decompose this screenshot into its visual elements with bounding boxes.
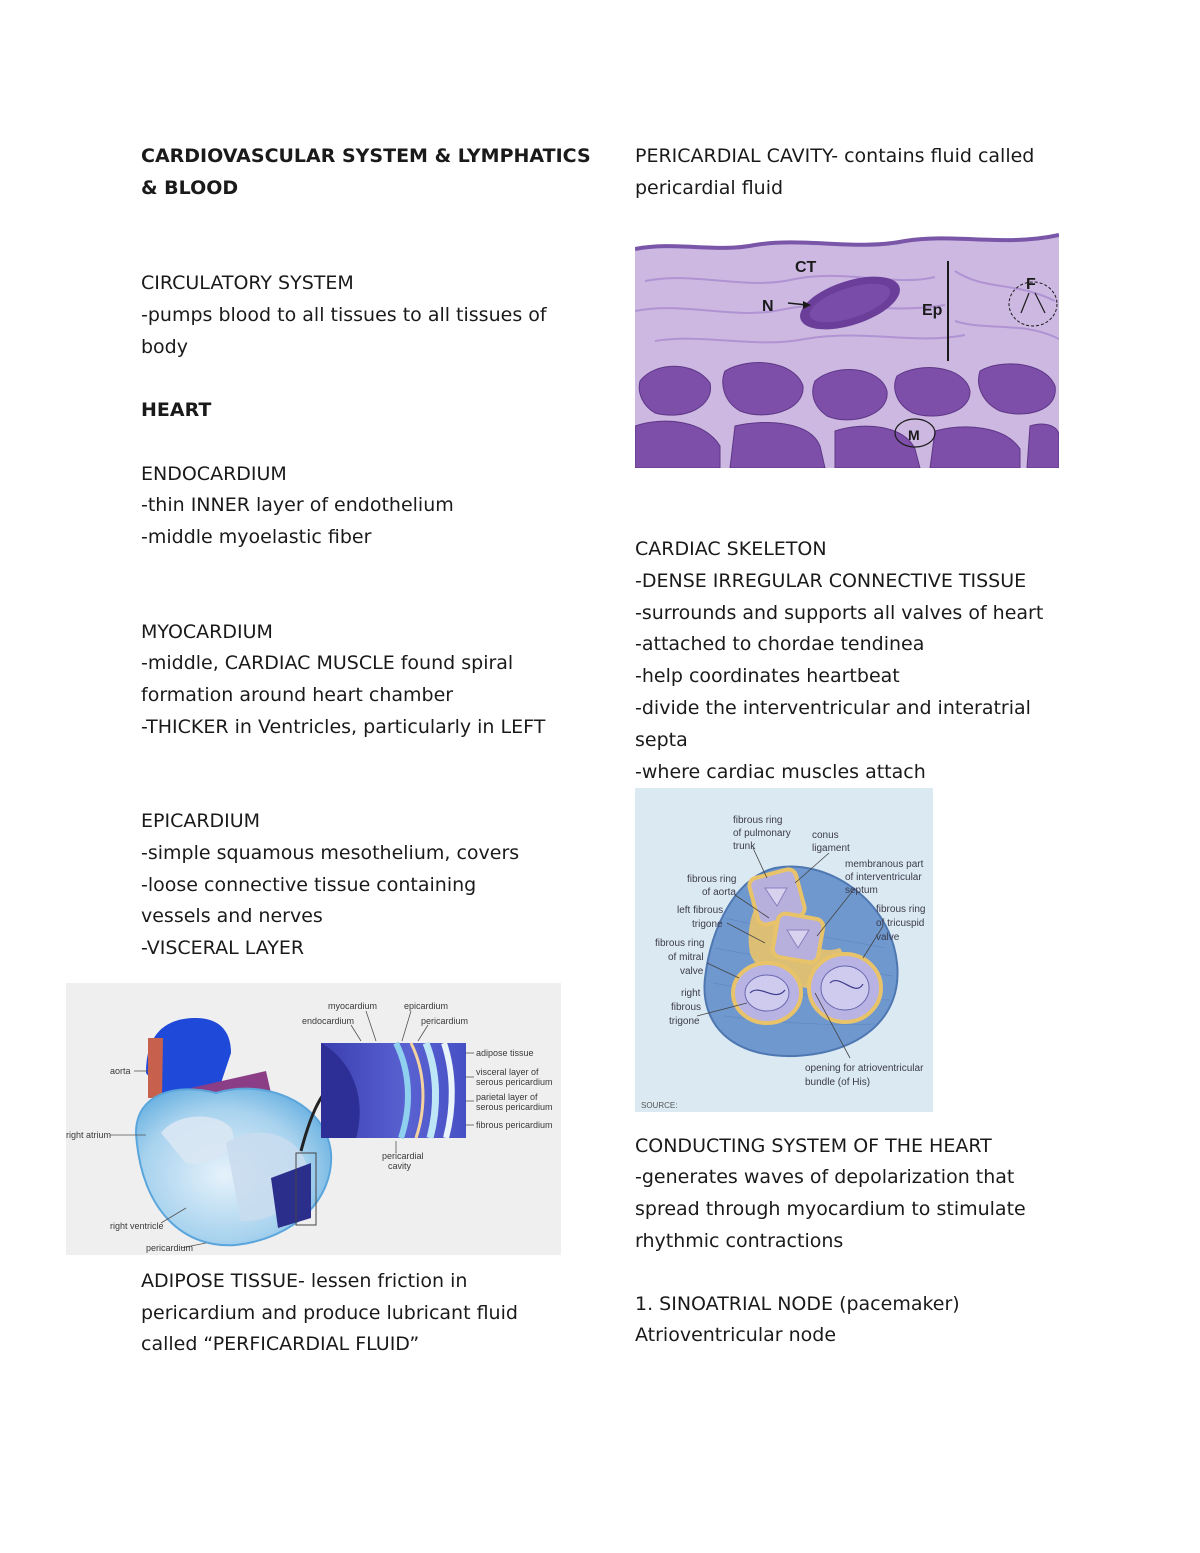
conducting-item: Atrioventricular node bbox=[635, 1324, 837, 1346]
document-title-line-1: CARDIOVASCULAR SYSTEM & LYMPHATICS bbox=[141, 145, 591, 167]
label-visceral-layer: visceral layer of bbox=[476, 1067, 539, 1077]
circulatory-heading: CIRCULATORY SYSTEM bbox=[141, 272, 354, 294]
label-ct: CT bbox=[795, 259, 817, 276]
label-of-interventricular: of interventricular bbox=[845, 872, 922, 883]
heart-wall-figure bbox=[66, 983, 561, 1255]
epicardium-heading: EPICARDIUM bbox=[141, 810, 261, 832]
label-of-aorta: of aorta bbox=[702, 887, 736, 898]
epicardium-line: vessels and nerves bbox=[141, 905, 323, 927]
label-aorta: aorta bbox=[110, 1066, 131, 1076]
label-septum: septum bbox=[845, 885, 878, 896]
label-myocardium: myocardium bbox=[328, 1001, 378, 1011]
label-left-fibrous: left fibrous bbox=[677, 905, 724, 916]
adipose-line: ADIPOSE TISSUE- lessen friction in bbox=[141, 1270, 468, 1292]
endocardium-heading: ENDOCARDIUM bbox=[141, 463, 287, 485]
label-parietal-layer: parietal layer of bbox=[476, 1092, 538, 1102]
myocardium-line: formation around heart chamber bbox=[141, 684, 454, 706]
conducting-line: rhythmic contractions bbox=[635, 1230, 844, 1252]
epicardium-line: -VISCERAL LAYER bbox=[141, 937, 305, 959]
cardiac-skeleton-line: -DENSE IRREGULAR CONNECTIVE TISSUE bbox=[635, 570, 1027, 592]
cardiac-skeleton-line: septa bbox=[635, 729, 688, 751]
conducting-line: -generates waves of depolarization that bbox=[635, 1166, 1015, 1188]
label-epicardium: epicardium bbox=[404, 1001, 449, 1011]
label-trigone: trigone bbox=[692, 919, 723, 930]
adipose-line: called “PERFICARDIAL FLUID” bbox=[141, 1333, 420, 1355]
heart-heading: HEART bbox=[141, 399, 212, 421]
label-conus: conus bbox=[812, 830, 839, 841]
label-ligament: ligament bbox=[812, 843, 850, 854]
cardiac-skeleton-line: -attached to chordae tendinea bbox=[635, 633, 925, 655]
cardiac-skeleton-line: -divide the interventricular and interatrial bbox=[635, 697, 1031, 719]
vena-cava-shape bbox=[148, 1038, 163, 1098]
label-of-tricuspid: of tricuspid bbox=[876, 918, 925, 929]
label-pericardium-zoom: pericardium bbox=[421, 1016, 469, 1026]
conducting-heading: CONDUCTING SYSTEM OF THE HEART bbox=[635, 1135, 992, 1157]
pericardial-cavity-line: PERICARDIAL CAVITY- contains fluid called bbox=[635, 145, 1035, 167]
label-valve-mitral: valve bbox=[680, 966, 704, 977]
label-trunk: trunk bbox=[733, 841, 756, 852]
label-fibrous-pericardium: fibrous pericardium bbox=[476, 1120, 553, 1130]
myocardium-line: -middle, CARDIAC MUSCLE found spiral bbox=[141, 652, 514, 674]
label-membranous-part: membranous part bbox=[845, 859, 924, 870]
pericardial-cavity-line: pericardial fluid bbox=[635, 177, 784, 199]
epicardium-line: -loose connective tissue containing bbox=[141, 874, 477, 896]
document-title-line-2: & BLOOD bbox=[141, 177, 239, 199]
label-fibrous-ring-mitral: fibrous ring bbox=[655, 938, 705, 949]
adipose-line: pericardium and produce lubricant fluid bbox=[141, 1302, 518, 1324]
cardiac-skeleton-line: -surrounds and supports all valves of heart bbox=[635, 602, 1044, 624]
endocardium-line: -thin INNER layer of endothelium bbox=[141, 494, 454, 516]
label-pericardial: pericardial bbox=[382, 1151, 424, 1161]
label-of-mitral: of mitral bbox=[668, 952, 704, 963]
label-n: N bbox=[762, 298, 774, 315]
label-endocardium: endocardium bbox=[302, 1016, 355, 1026]
aortic-valve bbox=[772, 912, 825, 963]
label-valve-tricuspid: valve bbox=[876, 932, 900, 943]
label-of-pulmonary: of pulmonary bbox=[733, 828, 791, 839]
label-right-atrium: right atrium bbox=[66, 1130, 112, 1140]
myocardium-heading: MYOCARDIUM bbox=[141, 621, 273, 643]
histology-figure bbox=[635, 221, 1059, 468]
label-trigone-right: trigone bbox=[669, 1016, 700, 1027]
epicardium-line: -simple squamous mesothelium, covers bbox=[141, 842, 520, 864]
label-f: F bbox=[1026, 276, 1036, 293]
label-bundle-his: bundle (of His) bbox=[805, 1077, 871, 1088]
label-adipose-tissue: adipose tissue bbox=[476, 1048, 534, 1058]
cardiac-skeleton-figure bbox=[635, 788, 933, 1112]
label-serous-pericardium-2: serous pericardium bbox=[476, 1102, 553, 1112]
label-pericardium: pericardium bbox=[146, 1243, 194, 1253]
label-fibrous: fibrous bbox=[671, 1002, 702, 1013]
cardiac-skeleton-line: -where cardiac muscles attach bbox=[635, 761, 926, 783]
cardiac-skeleton-heading: CARDIAC SKELETON bbox=[635, 538, 827, 560]
endocardium-line: -middle myoelastic fiber bbox=[141, 526, 372, 548]
label-opening-av: opening for atrioventricular bbox=[805, 1063, 924, 1074]
label-right: right bbox=[681, 988, 701, 999]
label-source: SOURCE: bbox=[641, 1101, 678, 1110]
cardiac-skeleton-line: -help coordinates heartbeat bbox=[635, 665, 900, 687]
label-ep: Ep bbox=[922, 302, 943, 319]
label-fibrous-ring-aorta: fibrous ring bbox=[687, 874, 737, 885]
myocardium-line: -THICKER in Ventricles, particularly in LEFT bbox=[141, 716, 546, 738]
label-fibrous-ring-pulmonary: fibrous ring bbox=[733, 815, 783, 826]
conducting-line: spread through myocardium to stimulate bbox=[635, 1198, 1026, 1220]
conducting-item: 1. SINOATRIAL NODE (pacemaker) bbox=[635, 1293, 960, 1315]
circulatory-line: -pumps blood to all tissues to all tissues of bbox=[141, 304, 547, 326]
label-right-ventricle: right ventricle bbox=[110, 1221, 164, 1231]
label-m: M bbox=[908, 427, 920, 443]
label-fibrous-ring-tricuspid: fibrous ring bbox=[876, 904, 926, 915]
label-serous-pericardium: serous pericardium bbox=[476, 1077, 553, 1087]
label-cavity: cavity bbox=[388, 1161, 412, 1171]
circulatory-line: body bbox=[141, 336, 188, 358]
